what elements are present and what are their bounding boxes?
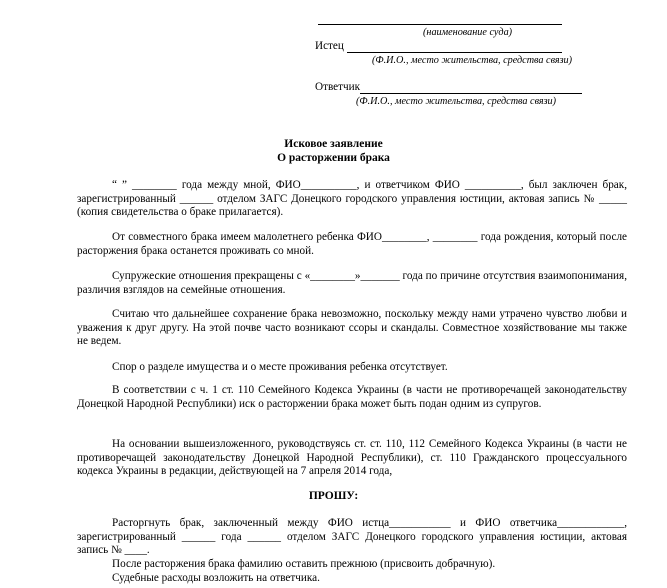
paragraph-marriage: “ ” ________ года между мной, ФИО__________, и ответчиком ФИО __________, был заключен брак, зарегистрированный ______ отделом ЗАГС Донецкого городского управления юстиции, актовая запись № _____ (копия свидетельства о браке прилагается). <box>77 179 627 218</box>
defendant-caption: (Ф.И.О., место жительства, средства связи) <box>356 96 557 107</box>
defendant-label: Ответчик <box>315 81 361 93</box>
paragraph-child: От совместного брака имеем малолетнего ребенка ФИО________, ________ года рождения, который после расторжения брака останется проживать со мной. <box>77 231 627 257</box>
plaintiff-line <box>347 52 562 53</box>
request-item-costs: Судебные расходы возложить на ответчика. <box>112 572 320 584</box>
document-subtitle: О расторжении брака <box>277 152 390 164</box>
paragraph-grounds: На основании вышеизложенного, руководствуясь ст. ст. 110, 112 Семейного Кодекса Украины (в части не противоречащей законодательству Донецкой Народной Республики), ст. 110 Гражданского процессуального кодекса Украины в редакции, действующей на 7 апреля 2014 года, <box>77 438 627 477</box>
request-item-divorce: Расторгнуть брак, заключенный между ФИО истца___________ и ФИО ответчика____________, зарегистрированный ______ года ______ отделом ЗАГС Донецкого городского управления юстиции, актовая запись № ____. <box>77 517 627 556</box>
paragraph-reasons: Считаю что дальнейшее сохранение брака невозможно, поскольку между нами утрачено чувство любви и уважения к друг другу. На этой почве часто возникают ссоры и скандалы. Совместное хозяйствование мы также не ведем. <box>77 308 627 347</box>
paragraph-dispute: Спор о разделе имущества и о месте проживания ребенка отсутствует. <box>112 361 448 373</box>
court-name-caption: (наименование суда) <box>423 27 513 38</box>
request-item-surname: После расторжения брака фамилию оставить прежнюю (присвоить добрачную). <box>112 558 496 570</box>
plaintiff-label: Истец <box>315 40 344 52</box>
document-title: Исковое заявление <box>284 138 383 150</box>
court-name-line <box>318 24 562 25</box>
paragraph-relations: Супружеские отношения прекращены с «________»_______ года по причине отсутствия взаимопонимания, различия взглядов на семейные отношения. <box>77 270 627 296</box>
request-heading: ПРОШУ: <box>308 490 359 502</box>
paragraph-legal-basis: В соответствии с ч. 1 ст. 110 Семейного Кодекса Украины (в части не противоречащей законодательству Донецкой Народной Республики) иск о расторжении брака может быть подан одним из супругов. <box>77 384 627 410</box>
defendant-line <box>360 93 582 94</box>
plaintiff-caption: (Ф.И.О., место жительства, средства связи) <box>372 55 573 66</box>
